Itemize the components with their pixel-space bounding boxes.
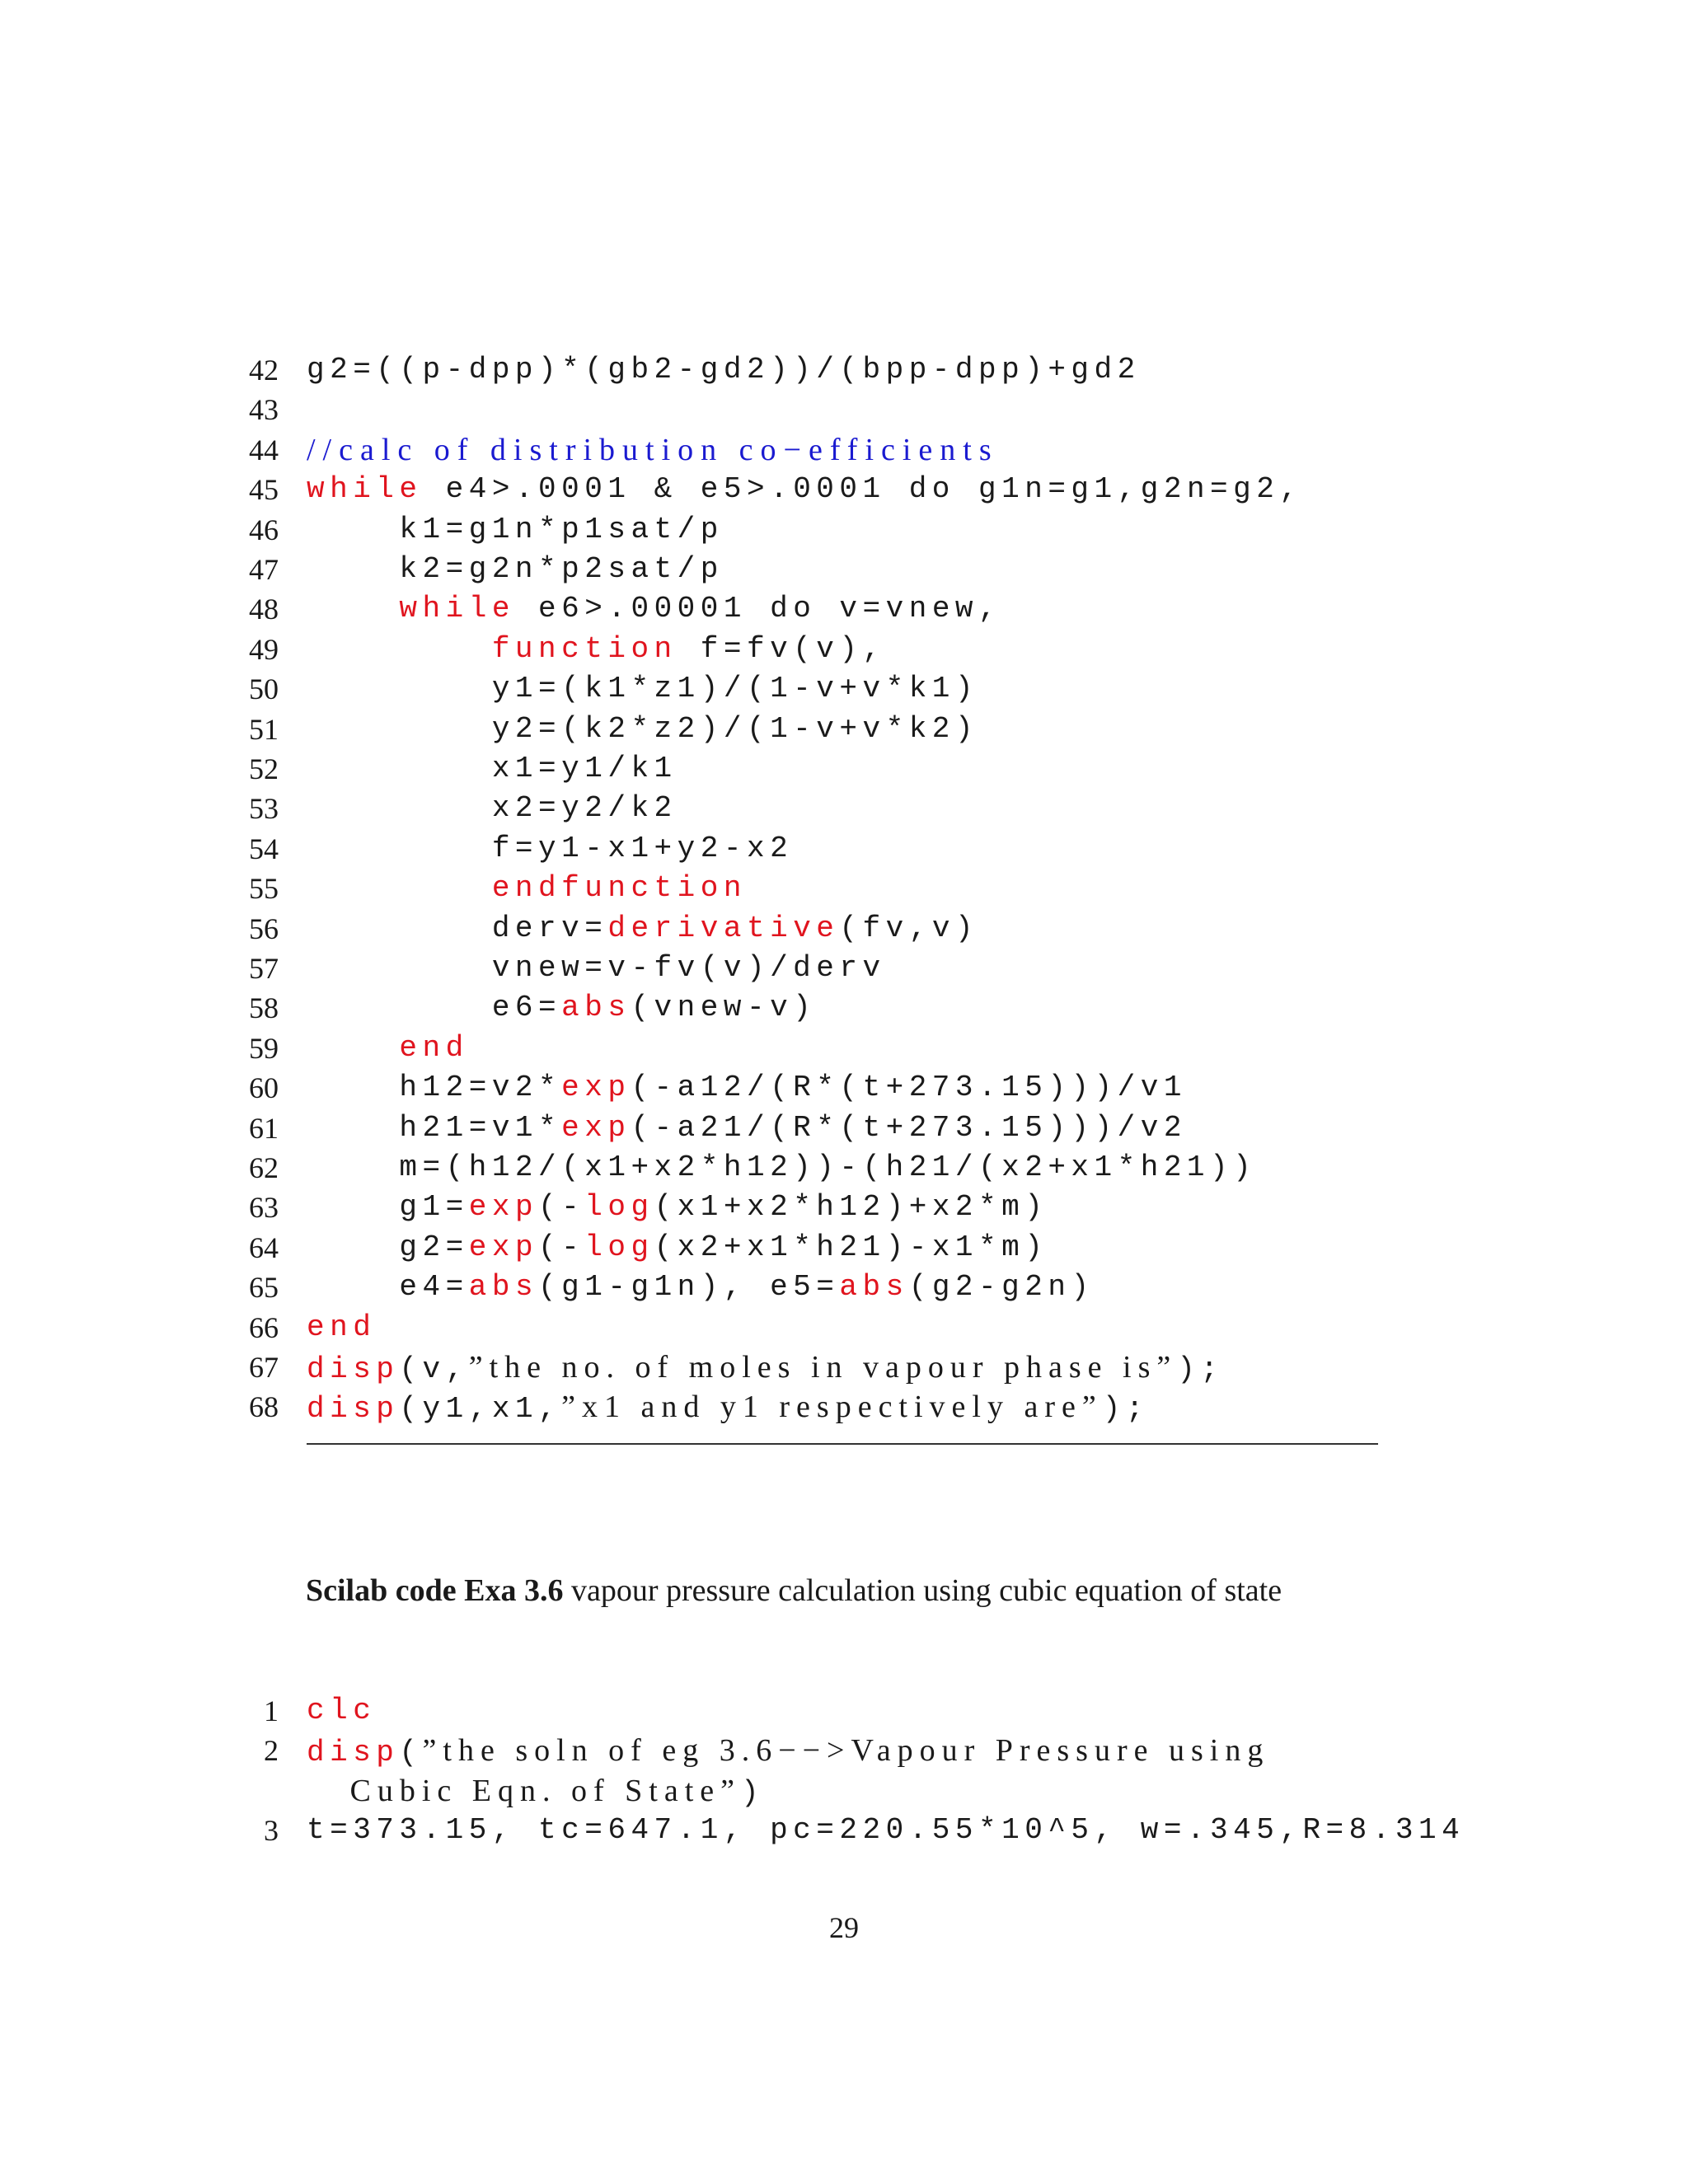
code-keyword: end <box>399 1030 469 1065</box>
line-number: 67 <box>249 1351 279 1384</box>
code-text <box>307 1731 1269 1773</box>
code-text <box>307 550 724 589</box>
code-line <box>0 1387 1484 1427</box>
line-number: 44 <box>249 433 279 466</box>
code-text <box>307 710 978 749</box>
code-keyword: abs <box>468 1270 539 1305</box>
line-number: 61 <box>249 1111 279 1145</box>
code-text <box>307 1347 1223 1390</box>
line-number: 58 <box>249 991 279 1025</box>
code-token: t=373.15, tc=647.1, pc=220.55*10^5, w=.345,R=8.314 <box>307 1813 1465 1848</box>
code-token: (x1+x2*h12)+x2*m) <box>654 1190 1048 1225</box>
line-number: 66 <box>249 1310 279 1344</box>
line-number: 48 <box>249 593 279 626</box>
code-token: ) <box>740 1775 765 1810</box>
code-line <box>0 789 1484 828</box>
line-number: 2 <box>264 1734 279 1768</box>
code-token: h21=v1* <box>307 1110 562 1145</box>
code-text <box>307 630 886 669</box>
code-comment: //calc of distribution co−efficients <box>307 432 999 467</box>
code-line <box>0 1691 1484 1731</box>
line-number: 50 <box>249 673 279 706</box>
code-token: ); <box>1102 1392 1149 1427</box>
code-token: (v, <box>399 1352 469 1386</box>
code-text <box>307 1188 1048 1227</box>
code-line <box>0 1108 1484 1148</box>
code-line <box>0 949 1484 988</box>
code-keyword: disp <box>307 1392 400 1427</box>
code-line <box>0 1731 1484 1770</box>
line-number: 68 <box>249 1390 279 1424</box>
code-token: g1= <box>307 1190 469 1225</box>
code-token <box>307 592 399 626</box>
code-keyword: end <box>307 1310 377 1344</box>
code-line <box>0 430 1484 470</box>
code-token: g2=((p-dpp)*(gb2-gd2))/(bpp-dpp)+gd2 <box>307 353 1141 387</box>
code-token: (g2-g2n) <box>908 1270 1095 1305</box>
code-line <box>0 1068 1484 1108</box>
code-token: k1=g1n*p1sat/p <box>307 512 724 546</box>
code-line <box>0 988 1484 1028</box>
code-token: ( <box>399 1736 423 1770</box>
code-keyword: log <box>584 1230 654 1264</box>
code-token: g2= <box>307 1230 469 1264</box>
line-number: 43 <box>249 393 279 427</box>
code-text <box>307 789 678 828</box>
code-token: (-a21/(R*(t+273.15)))/v2 <box>631 1110 1187 1145</box>
code-keyword: log <box>584 1190 654 1225</box>
code-line <box>0 710 1484 749</box>
code-line <box>0 1228 1484 1268</box>
code-line <box>0 749 1484 789</box>
code-token: f=fv(v), <box>677 631 886 666</box>
code-line <box>0 1268 1484 1307</box>
code-line <box>0 470 1484 509</box>
code-keyword: clc <box>307 1694 377 1727</box>
line-number: 55 <box>249 872 279 906</box>
code-text <box>307 589 1001 629</box>
code-text <box>307 1691 376 1731</box>
code-keyword: function <box>491 631 678 666</box>
code-text <box>307 1268 1095 1307</box>
line-number: 59 <box>249 1031 279 1065</box>
code-text <box>307 430 999 472</box>
code-keyword: disp <box>307 1352 400 1386</box>
code-token: y1=(k1*z1)/(1-v+v*k1) <box>307 672 979 706</box>
code-keyword: derivative <box>607 911 840 945</box>
code-keyword: while <box>399 592 515 626</box>
code-line <box>0 630 1484 669</box>
code-text <box>307 1771 764 1813</box>
code-line <box>0 1811 1484 1850</box>
code-token: vnew=v-fv(v)/derv <box>307 951 886 985</box>
code-line <box>0 829 1484 869</box>
code-text <box>307 1029 469 1068</box>
code-line <box>0 1029 1484 1068</box>
code-string: ”the soln of eg 3.6−−>Vapour Pressure using <box>422 1733 1270 1769</box>
code-line <box>0 1771 1484 1811</box>
code-text <box>307 470 1302 509</box>
code-line <box>0 669 1484 709</box>
code-text <box>307 988 816 1028</box>
code-token: (- <box>538 1230 585 1264</box>
code-text <box>307 829 793 869</box>
line-number: 54 <box>249 832 279 865</box>
code-token: (g1-g1n), e5= <box>538 1270 840 1305</box>
code-text <box>307 350 1141 390</box>
code-token: ); <box>1177 1352 1224 1386</box>
code-text <box>307 1811 1465 1850</box>
code-token: x1=y1/k1 <box>307 752 678 785</box>
line-number: 56 <box>249 912 279 945</box>
code-token: f=y1-x1+y2-x2 <box>307 831 794 865</box>
line-number: 1 <box>264 1694 279 1727</box>
code-text <box>307 1068 1187 1108</box>
code-line <box>0 1308 1484 1347</box>
code-token: y2=(k2*z2)/(1-v+v*k2) <box>307 711 979 746</box>
code-keyword: exp <box>468 1190 539 1225</box>
code-keyword: exp <box>561 1110 631 1145</box>
code-token: (x2+x1*h21)-x1*m) <box>654 1230 1048 1264</box>
line-number: 63 <box>249 1191 279 1225</box>
code-keyword: endfunction <box>491 871 747 906</box>
code-text <box>307 869 747 908</box>
code-token <box>307 1031 399 1065</box>
line-number: 3 <box>264 1814 279 1848</box>
code-line <box>0 1347 1484 1387</box>
code-text <box>307 1228 1048 1268</box>
line-number: 51 <box>249 712 279 746</box>
line-number: 57 <box>249 952 279 985</box>
code-keyword: while <box>307 472 423 507</box>
code-line <box>0 390 1484 429</box>
line-number: 45 <box>249 473 279 507</box>
line-number: 60 <box>249 1071 279 1105</box>
code-token: (vnew-v) <box>631 991 817 1025</box>
code-line <box>0 1188 1484 1227</box>
page-number: 29 <box>829 1911 859 1944</box>
listing-divider <box>307 1443 1378 1445</box>
line-number: 52 <box>249 752 279 785</box>
code-string: ”x1 and y1 respectively are” <box>561 1390 1103 1425</box>
code-line <box>0 909 1484 949</box>
code-text <box>307 510 724 550</box>
code-token: (y1,x1, <box>399 1392 562 1427</box>
code-text <box>307 749 678 789</box>
code-token: e4>.0001 & e5>.0001 do g1n=g1,g2n=g2, <box>422 472 1303 507</box>
code-text <box>307 669 978 709</box>
code-text <box>307 1148 1256 1188</box>
code-token: m=(h12/(x1+x2*h12))-(h21/(x2+x1*h21)) <box>307 1151 1257 1184</box>
code-token: k2=g2n*p2sat/p <box>307 552 724 586</box>
caption-label: Scilab code Exa 3.6 <box>306 1573 564 1608</box>
code-text <box>307 949 886 988</box>
code-text <box>307 1308 376 1347</box>
code-token <box>307 632 492 666</box>
code-keyword: abs <box>839 1270 909 1305</box>
code-text <box>307 1387 1149 1429</box>
code-string: ”the no. of moles in vapour phase is” <box>468 1350 1178 1385</box>
line-number: 49 <box>249 632 279 666</box>
code-line <box>0 1148 1484 1188</box>
line-number: 47 <box>249 553 279 586</box>
code-token: (-a12/(R*(t+273.15)))/v1 <box>631 1071 1187 1105</box>
code-token: derv= <box>307 911 608 945</box>
code-string: Cubic Eqn. of State” <box>307 1773 741 1808</box>
code-line <box>0 550 1484 589</box>
code-text <box>307 1108 1187 1148</box>
caption-text: vapour pressure calculation using cubic equation of state <box>563 1573 1282 1608</box>
code-keyword: exp <box>468 1230 539 1264</box>
code-token: e6>.00001 do v=vnew, <box>514 592 1002 626</box>
line-number: 53 <box>249 792 279 826</box>
listing-caption <box>306 1571 1386 1611</box>
code-line <box>0 589 1484 629</box>
code-token: x2=y2/k2 <box>307 791 678 826</box>
code-line <box>0 869 1484 908</box>
code-line <box>0 510 1484 550</box>
code-keyword: abs <box>561 991 631 1025</box>
line-number: 46 <box>249 513 279 546</box>
code-token: e6= <box>307 991 562 1025</box>
code-text <box>307 909 978 949</box>
code-token <box>307 871 492 905</box>
code-keyword: exp <box>561 1071 631 1105</box>
code-line <box>0 350 1484 390</box>
line-number: 64 <box>249 1230 279 1264</box>
line-number: 65 <box>249 1271 279 1305</box>
code-token: e4= <box>307 1270 469 1305</box>
line-number: 62 <box>249 1151 279 1184</box>
line-number: 42 <box>249 354 279 387</box>
code-token: h12=v2* <box>307 1071 562 1105</box>
code-token: (- <box>538 1190 585 1225</box>
code-keyword: disp <box>307 1736 400 1770</box>
code-token: (fv,v) <box>839 911 979 945</box>
